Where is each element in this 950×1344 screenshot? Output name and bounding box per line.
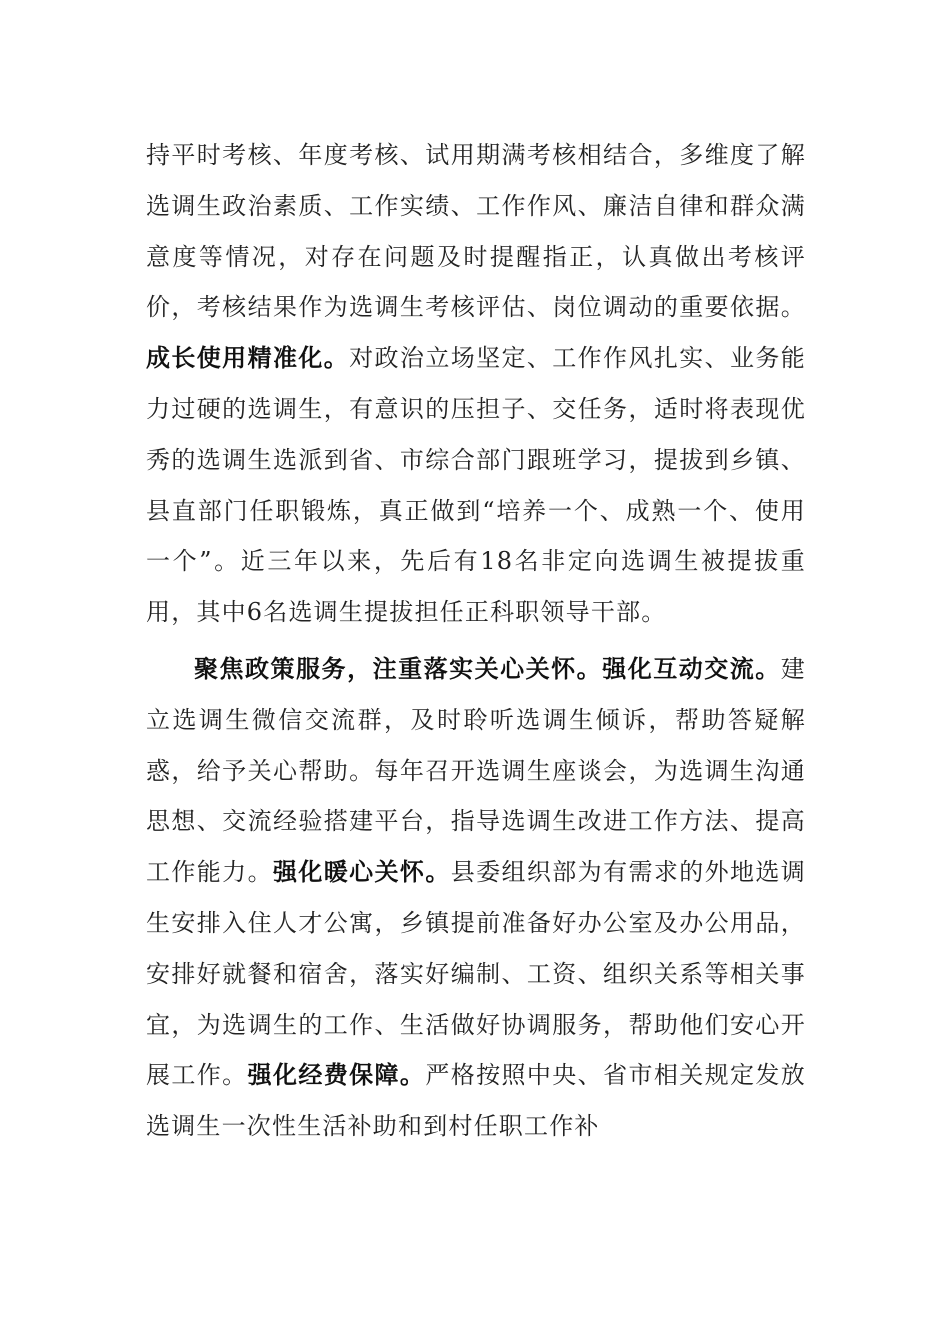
bold-heading-care: 强化暖心关怀。 <box>272 857 451 887</box>
paragraph-text: 严格按照中央、省市相关规定发放选调生一次性生活补助和到村任职工作补 <box>146 1061 807 1141</box>
paragraph-text: 持平时考核、年度考核、试用期满考核相结合，多维度了解选调生政治素质、工作实绩、工作作风、廉洁自律和群众满意度等情况，对存在问题及时提醒指正，认真做出考核评价，考核结果作为选调生考核评估、岗位调动的重要依据。 <box>146 141 806 322</box>
bold-heading-interaction: 强化互动交流。 <box>602 653 781 683</box>
paragraph-text: 县委组织部为有需求的外地选调生安排入住人才公寓，乡镇提前准备好办公室及办公用品，安排好就餐和宿舍，落实好编制、工资、组织关系等相关事宜，为选调生的工作、生活做好协调服务，帮助他们安心开展工作。 <box>146 858 807 1090</box>
paragraph-text: 对政治立场坚定、工作作风扎实、业务能力过硬的选调生，有意识的压担子、交任务，适时将表现优秀的选调生选派到省、市综合部门跟班学习，提拔到乡镇、县直部门任职锻炼，真正做到“培养一个、成熟一个、使用一个”。近三年以来，先后有18名非定向选调生被提拔重用，其中6名选调生提拔担任正科职领导干部。 <box>146 344 806 627</box>
bold-heading-funding: 强化经费保障。 <box>247 1060 426 1090</box>
paragraph-text: 建立选调生微信交流群，及时聆听选调生倾诉，帮助答疑解惑，给予关心帮助。每年召开选调生座谈会，为选调生沟通思想、交流经验搭建平台，指导选调生改进工作方法、提高工作能力。 <box>146 654 806 887</box>
bold-heading-growth-use: 成长使用精准化。 <box>146 343 350 373</box>
document-body <box>146 130 806 1152</box>
paragraph-1 <box>146 130 806 638</box>
paragraph-2 <box>146 644 806 1152</box>
bold-heading-policy-service: 聚焦政策服务，注重落实关心关怀。 <box>194 653 603 683</box>
